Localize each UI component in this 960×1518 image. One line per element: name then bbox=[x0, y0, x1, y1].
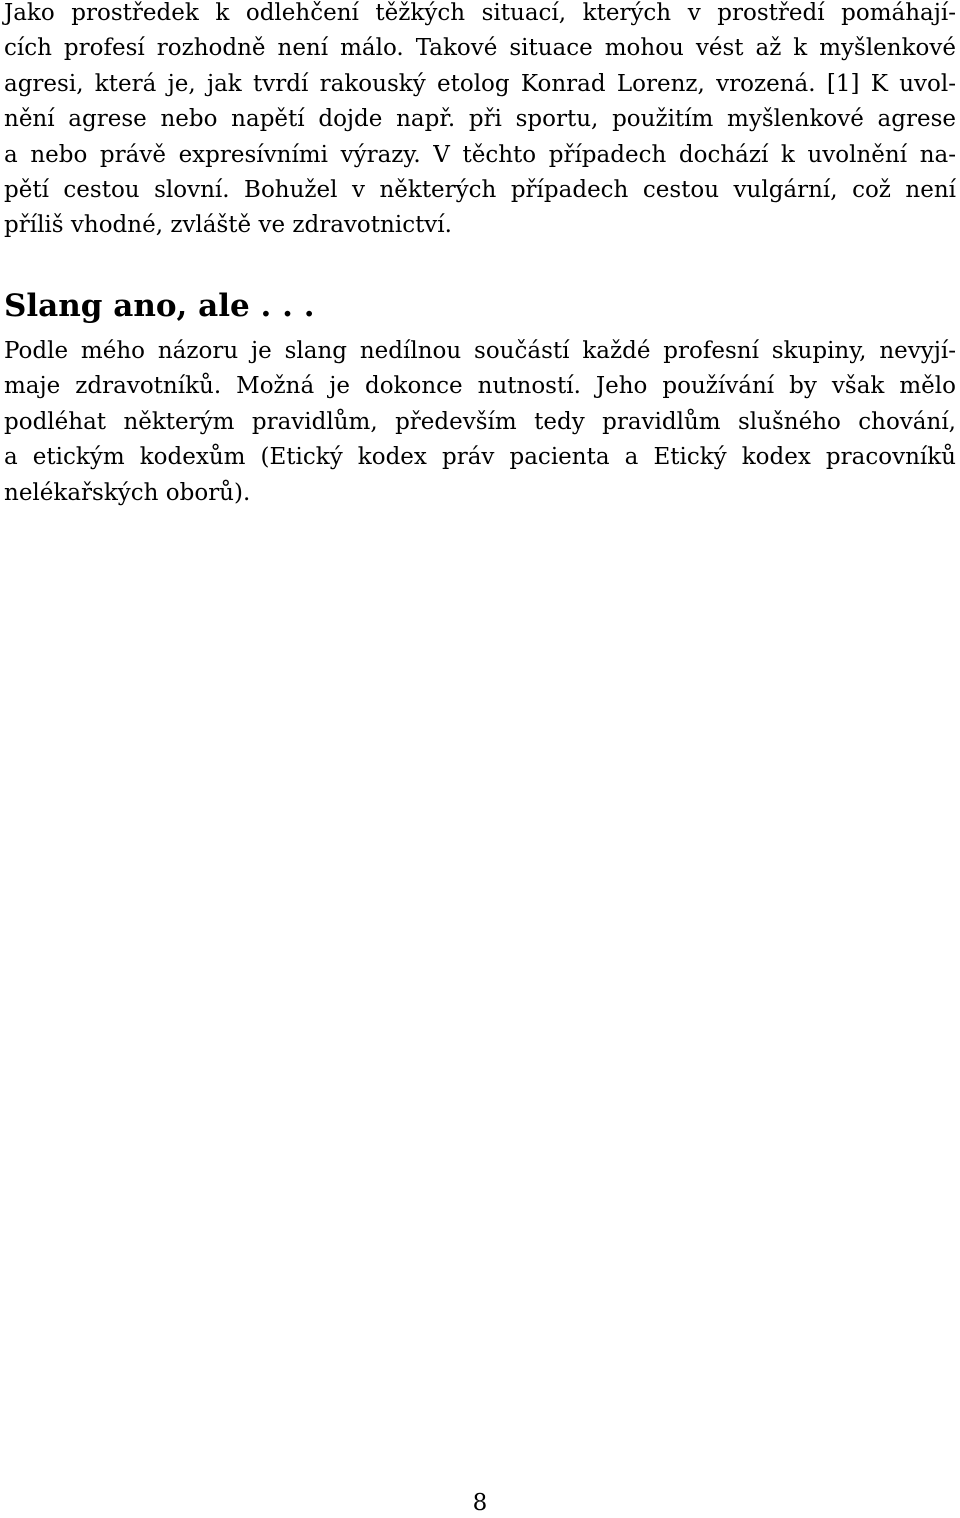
text-line: pětí cestou slovní. Bohužel v některých případech cestou vulgární, což není bbox=[4, 177, 956, 204]
body-paragraph bbox=[4, 334, 956, 511]
text-line: Jako prostředek k odlehčení těžkých situací, kterých v prostředí pomáhají- bbox=[4, 0, 956, 26]
text-line: příliš vhodné, zvláště ve zdravotnictví. bbox=[4, 212, 452, 239]
text-line: nění agrese nebo napětí dojde např. při sportu, použitím myšlenkové agrese bbox=[4, 106, 956, 133]
text-line: maje zdravotníků. Možná je dokonce nutností. Jeho používání by však mělo bbox=[4, 373, 956, 400]
text-line: a nebo právě expresívními výrazy. V těchto případech dochází k uvolnění na- bbox=[4, 141, 956, 168]
text-line: agresi, která je, jak tvrdí rakouský etolog Konrad Lorenz, vrozená. [1] K uvol- bbox=[4, 70, 956, 97]
text-line: cích profesí rozhodně není málo. Takové situace mohou vést až k myšlenkové bbox=[4, 35, 956, 62]
page-number: 8 bbox=[472, 1490, 488, 1516]
text-line: a etickým kodexům (Etický kodex práv pacienta a Etický kodex pracovníků bbox=[4, 444, 956, 471]
section-heading: Slang ano, ale . . . bbox=[4, 288, 315, 324]
text-line: nelékařských oborů). bbox=[4, 479, 251, 506]
body-paragraph bbox=[4, 0, 956, 244]
text-line: podléhat některým pravidlům, především tedy pravidlům slušného chování, bbox=[4, 408, 956, 435]
text-line: Podle mého názoru je slang nedílnou součástí každé profesní skupiny, nevyjí- bbox=[4, 338, 956, 364]
